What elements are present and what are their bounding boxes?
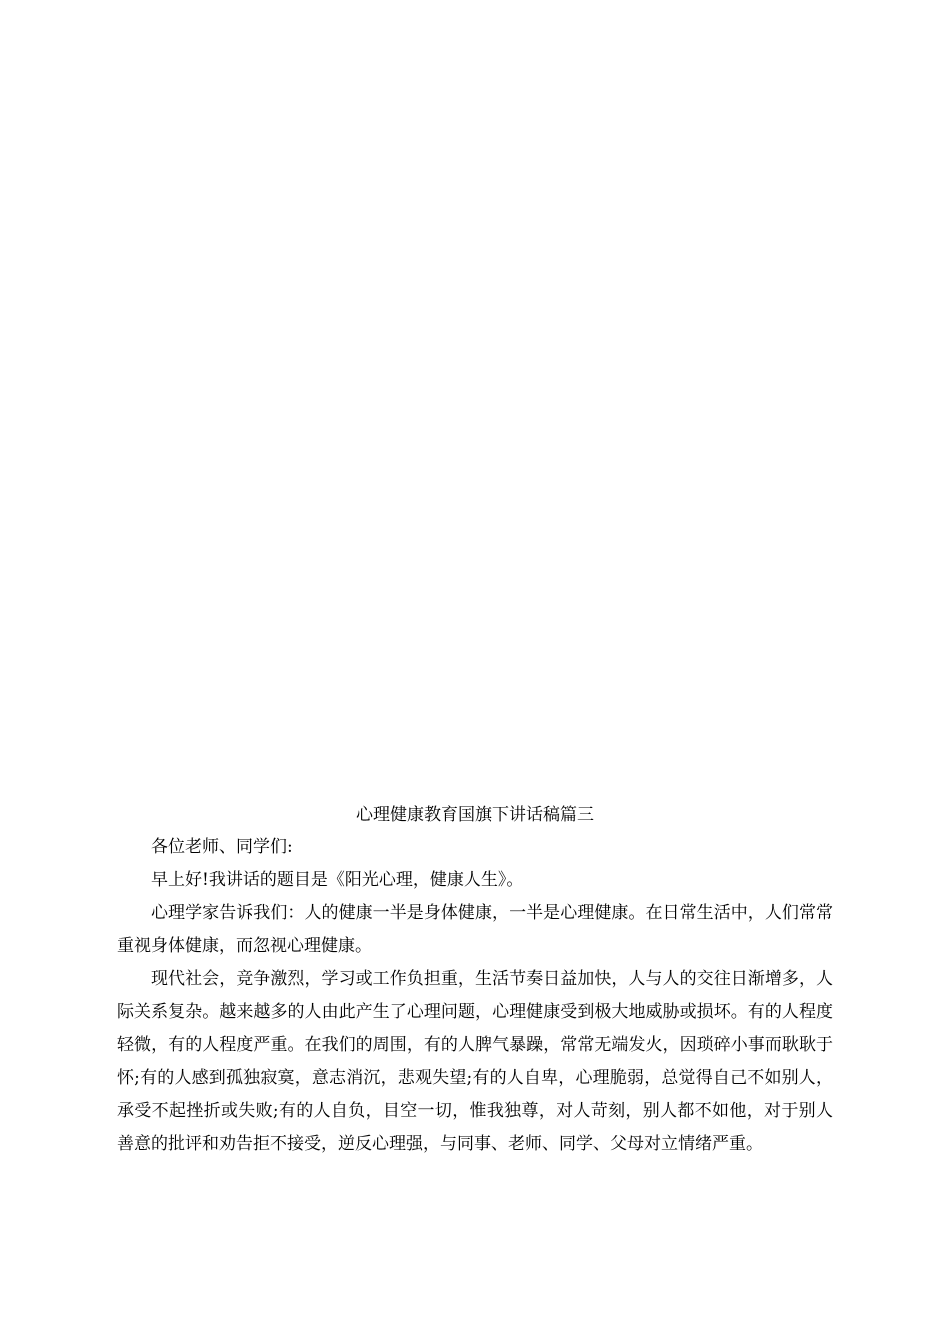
paragraph-modern-society: 现代社会，竞争激烈，学习或工作负担重，生活节奏日益加快，人与人的交往日渐增多，人际关系复杂。越来越多的人由此产生了心理问题，心理健康受到极大地威胁或损坏。有的人程度轻微，有的人程度严重。在我们的周围，有的人脾气暴躁，常常无端发火，因琐碎小事而耿耿于怀;有的人感到孤独寂寞，意志消沉，悲观失望;有的人自卑，心理脆弱，总觉得自己不如别人，承受不起挫折或失败;有的人自负，目空一切，惟我独尊，对人苛刻，别人都不如他，对于别人善意的批评和劝告拒不接受，逆反心理强，与同事、老师、同学、父母对立情绪严重。 xyxy=(117,969,833,1154)
paragraph-greeting: 各位老师、同学们: xyxy=(151,837,293,857)
paragraph-psychologists: 心理学家告诉我们：人的健康一半是身体健康，一半是心理健康。在日常生活中，人们常常重视身体健康，而忽视心理健康。 xyxy=(117,903,833,956)
document-body xyxy=(117,804,833,1161)
paragraph-opening: 早上好!我讲话的题目是《阳光心理，健康人生》。 xyxy=(151,870,524,890)
document-title: 心理健康教育国旗下讲话稿篇三 xyxy=(356,805,594,825)
